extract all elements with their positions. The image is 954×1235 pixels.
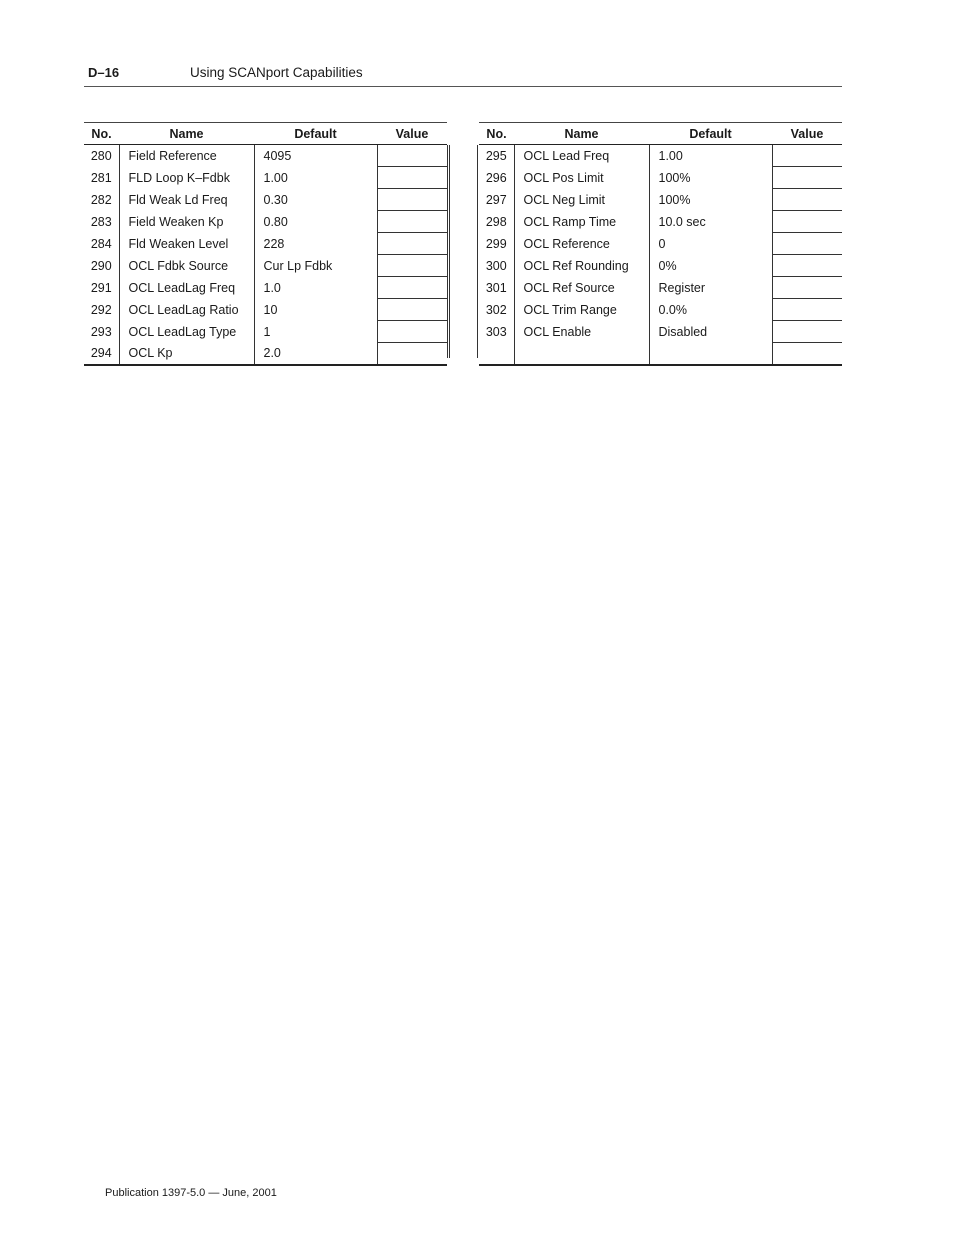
table-header-row: [479, 123, 842, 145]
parameter-value-field: [377, 167, 447, 189]
table-row: [479, 211, 842, 233]
parameter-table: [84, 122, 842, 361]
table-row: [479, 167, 842, 189]
parameter-value-field: [772, 343, 842, 366]
parameter-value-field: [772, 167, 842, 189]
parameter-number: 281: [84, 167, 119, 189]
parameter-number: 293: [84, 321, 119, 343]
parameter-number: 284: [84, 233, 119, 255]
parameter-default: 10: [254, 299, 377, 321]
parameter-default: 1.0: [254, 277, 377, 299]
parameter-default: 100%: [649, 167, 772, 189]
parameter-name: OCL Reference: [514, 233, 649, 255]
column-header-default: Default: [254, 123, 377, 145]
parameter-name: Field Weaken Kp: [119, 211, 254, 233]
parameter-default: 0.0%: [649, 299, 772, 321]
parameter-number: 297: [479, 189, 514, 211]
parameter-default: [649, 343, 772, 366]
parameter-default: 100%: [649, 189, 772, 211]
parameter-default: Disabled: [649, 321, 772, 343]
parameter-table-left: [84, 122, 447, 366]
parameter-number: 290: [84, 255, 119, 277]
parameter-name: OCL Fdbk Source: [119, 255, 254, 277]
column-divider: [447, 145, 448, 358]
parameter-value-field: [772, 321, 842, 343]
table-row: [479, 145, 842, 167]
table-row: [479, 255, 842, 277]
parameter-number: 292: [84, 299, 119, 321]
parameter-default: 10.0 sec: [649, 211, 772, 233]
parameter-number: 299: [479, 233, 514, 255]
parameter-name: OCL Ref Rounding: [514, 255, 649, 277]
parameter-name: Fld Weaken Level: [119, 233, 254, 255]
parameter-value-field: [377, 233, 447, 255]
parameter-number: 294: [84, 343, 119, 366]
parameter-default: 2.0: [254, 343, 377, 366]
parameter-rows-left: [84, 145, 447, 366]
parameter-name: OCL Ramp Time: [514, 211, 649, 233]
table-row: [84, 299, 447, 321]
column-header-value: Value: [377, 123, 447, 145]
parameter-value-field: [377, 145, 447, 167]
parameter-value-field: [377, 211, 447, 233]
page-header: [84, 64, 842, 87]
parameter-name: FLD Loop K–Fdbk: [119, 167, 254, 189]
parameter-default: Register: [649, 277, 772, 299]
table-row: [84, 277, 447, 299]
parameter-value-field: [377, 299, 447, 321]
parameter-name: OCL Lead Freq: [514, 145, 649, 167]
parameter-value-field: [377, 277, 447, 299]
parameter-value-field: [377, 189, 447, 211]
parameter-default: 1.00: [254, 167, 377, 189]
parameter-number: 298: [479, 211, 514, 233]
column-header-no: No.: [479, 123, 514, 145]
parameter-name: OCL LeadLag Freq: [119, 277, 254, 299]
parameter-value-field: [772, 189, 842, 211]
parameter-default: 1: [254, 321, 377, 343]
parameter-number: 303: [479, 321, 514, 343]
parameter-value-field: [772, 277, 842, 299]
parameter-name: Fld Weak Ld Freq: [119, 189, 254, 211]
parameter-name: Field Reference: [119, 145, 254, 167]
parameter-name: OCL Ref Source: [514, 277, 649, 299]
column-header-default: Default: [649, 123, 772, 145]
table-row: [84, 255, 447, 277]
parameter-number: [479, 343, 514, 366]
table-row: [479, 321, 842, 343]
parameter-number: 302: [479, 299, 514, 321]
column-divider: [449, 145, 450, 358]
parameter-default: 4095: [254, 145, 377, 167]
parameter-value-field: [772, 255, 842, 277]
parameter-name: [514, 343, 649, 366]
parameter-default: 228: [254, 233, 377, 255]
table-row: [84, 321, 447, 343]
parameter-name: OCL Enable: [514, 321, 649, 343]
table-row: [479, 233, 842, 255]
parameter-name: OCL Neg Limit: [514, 189, 649, 211]
parameter-number: 283: [84, 211, 119, 233]
parameter-value-field: [377, 255, 447, 277]
column-header-no: No.: [84, 123, 119, 145]
parameter-number: 296: [479, 167, 514, 189]
table-row: [84, 145, 447, 167]
parameter-value-field: [772, 145, 842, 167]
parameter-name: OCL Kp: [119, 343, 254, 366]
parameter-name: OCL Pos Limit: [514, 167, 649, 189]
publication-footer: Publication 1397-5.0 — June, 2001: [105, 1187, 277, 1199]
parameter-table-right: [479, 122, 842, 366]
parameter-name: OCL LeadLag Type: [119, 321, 254, 343]
parameter-number: 280: [84, 145, 119, 167]
parameter-number: 291: [84, 277, 119, 299]
parameter-number: 301: [479, 277, 514, 299]
parameter-default: 0%: [649, 255, 772, 277]
table-row: [84, 233, 447, 255]
table-row: [479, 299, 842, 321]
parameter-number: 295: [479, 145, 514, 167]
column-header-name: Name: [119, 123, 254, 145]
table-header-row: [84, 123, 447, 145]
parameter-default: 0: [649, 233, 772, 255]
table-row: [479, 277, 842, 299]
table-row: [479, 343, 842, 366]
parameter-number: 300: [479, 255, 514, 277]
parameter-default: Cur Lp Fdbk: [254, 255, 377, 277]
column-divider: [477, 145, 478, 358]
parameter-default: 1.00: [649, 145, 772, 167]
parameter-rows-right: [479, 145, 842, 366]
parameter-number: 282: [84, 189, 119, 211]
parameter-value-field: [772, 233, 842, 255]
parameter-default: 0.80: [254, 211, 377, 233]
table-row: [84, 189, 447, 211]
table-row: [84, 211, 447, 233]
parameter-value-field: [772, 211, 842, 233]
parameter-name: OCL LeadLag Ratio: [119, 299, 254, 321]
parameter-name: OCL Trim Range: [514, 299, 649, 321]
table-row: [84, 343, 447, 366]
table-row: [479, 189, 842, 211]
table-row: [84, 167, 447, 189]
parameter-value-field: [377, 343, 447, 366]
section-title: Using SCANport Capabilities: [190, 65, 363, 80]
column-header-value: Value: [772, 123, 842, 145]
parameter-default: 0.30: [254, 189, 377, 211]
parameter-value-field: [377, 321, 447, 343]
parameter-value-field: [772, 299, 842, 321]
column-header-name: Name: [514, 123, 649, 145]
page-number: D–16: [88, 65, 120, 80]
